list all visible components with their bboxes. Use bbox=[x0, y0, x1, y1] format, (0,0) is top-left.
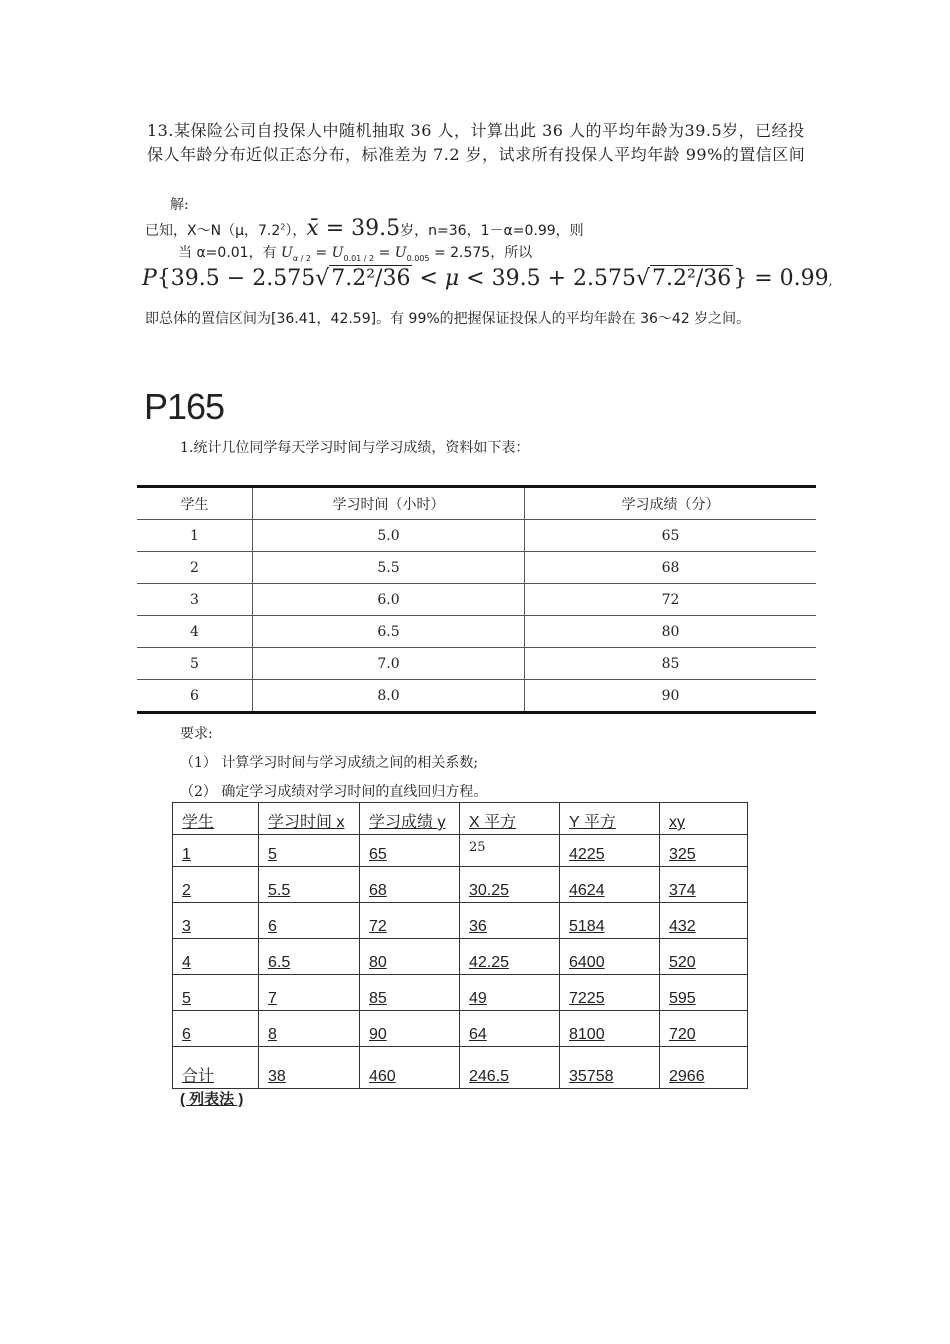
calc-total-cell: 246.5 bbox=[460, 1047, 560, 1089]
calc-cell: 65 bbox=[360, 835, 460, 867]
cell: 5 bbox=[137, 648, 253, 680]
table-row bbox=[137, 616, 816, 648]
calc-total-cell: 合计 bbox=[173, 1047, 259, 1089]
calc-row bbox=[173, 975, 748, 1011]
calc-cell: 36 bbox=[460, 903, 560, 939]
calc-cell: 374 bbox=[660, 867, 748, 903]
calc-cell: 4225 bbox=[560, 835, 660, 867]
calc-total-cell: 38 bbox=[259, 1047, 360, 1089]
prob-comma: , bbox=[828, 274, 833, 288]
prob-left: {39.5 − 2.575 bbox=[156, 266, 316, 291]
given-prefix: 已知，X～N（μ，7.2 bbox=[145, 223, 281, 239]
given-mid: ）， bbox=[285, 223, 307, 239]
prob-mu: μ bbox=[444, 266, 460, 291]
alpha-prefix: 当 α=0.01，有 bbox=[178, 245, 282, 261]
prob-right: < 39.5 + 2.575 bbox=[459, 266, 636, 291]
prob-root-1: 7.2²/36 bbox=[331, 266, 411, 291]
prob-p: P bbox=[142, 266, 157, 291]
calc-cell: 5 bbox=[259, 835, 360, 867]
calc-cell: 4 bbox=[173, 939, 259, 975]
calc-row bbox=[173, 903, 748, 939]
given-line bbox=[145, 216, 584, 241]
calc-cell: 72 bbox=[360, 903, 460, 939]
sqrt-sign-1: √ bbox=[315, 266, 330, 291]
table-row bbox=[137, 648, 816, 680]
given-suffix: 岁，n=36，1－α=0.99，则 bbox=[400, 223, 584, 239]
requirement-2: （2） 确定学习成绩对学习时间的直线回归方程。 bbox=[180, 784, 488, 800]
alpha-suffix: = 2.575，所以 bbox=[429, 245, 533, 261]
probability-formula bbox=[142, 266, 832, 291]
calc-cell: 30.25 bbox=[460, 867, 560, 903]
calc-cell: 85 bbox=[360, 975, 460, 1011]
calc-total-cell: 2966 bbox=[660, 1047, 748, 1089]
calc-cell: 720 bbox=[660, 1011, 748, 1047]
sqrt-sign-2: √ bbox=[636, 266, 651, 291]
method-note: ( 列表法 ) bbox=[180, 1091, 244, 1108]
u-001: U bbox=[331, 245, 344, 261]
requirements-title: 要求: bbox=[180, 726, 213, 742]
problem-1-intro: 1.统计几位同学每天学习时间与学习成绩，资料如下表： bbox=[180, 440, 530, 456]
prob-lt-1: < bbox=[412, 266, 445, 291]
study-data-table bbox=[137, 485, 816, 714]
header-student: 学生 bbox=[137, 487, 253, 520]
table-row bbox=[137, 680, 816, 713]
calc-total-row bbox=[173, 1047, 748, 1089]
calc-cell: 80 bbox=[360, 939, 460, 975]
section-title: P165 bbox=[144, 386, 225, 427]
cell: 8.0 bbox=[253, 680, 525, 713]
prob-end: } = 0.99 bbox=[733, 266, 829, 291]
cell: 90 bbox=[525, 680, 817, 713]
calc-cell: 25 bbox=[460, 835, 560, 867]
table-header-row bbox=[137, 487, 816, 520]
prob-root-2: 7.2²/36 bbox=[652, 266, 732, 291]
calc-cell: 6.5 bbox=[259, 939, 360, 975]
calc-cell: 5.5 bbox=[259, 867, 360, 903]
requirement-1: （1） 计算学习时间与学习成绩之间的相关系数; bbox=[180, 755, 479, 771]
calc-cell: 1 bbox=[173, 835, 259, 867]
calc-cell: 8100 bbox=[560, 1011, 660, 1047]
calc-cell: 325 bbox=[660, 835, 748, 867]
solution-label: 解: bbox=[170, 197, 189, 213]
calc-header-cell: Y 平方 bbox=[560, 803, 660, 835]
calc-header-cell: 学生 bbox=[173, 803, 259, 835]
alpha-line: 当 α=0.01，有 $U_{\alpha / 2} = U_{0.01 / 2} = U_{0.005} = 2.575$，所以 bbox=[178, 245, 533, 263]
cell: 7.0 bbox=[253, 648, 525, 680]
calc-row bbox=[173, 1011, 748, 1047]
table-row bbox=[137, 520, 816, 552]
calc-cell: 595 bbox=[660, 975, 748, 1011]
calc-cell: 42.25 bbox=[460, 939, 560, 975]
cell: 68 bbox=[525, 552, 817, 584]
u-alpha: U bbox=[281, 245, 293, 261]
calc-cell: 7 bbox=[259, 975, 360, 1011]
header-score: 学习成绩（分） bbox=[525, 487, 817, 520]
calc-cell: 49 bbox=[460, 975, 560, 1011]
cell: 6.5 bbox=[253, 616, 525, 648]
cell: 65 bbox=[525, 520, 817, 552]
table-row bbox=[137, 584, 816, 616]
question-13-text: 13.某保险公司自投保人中随机抽取 36 人，计算出此 36 人的平均年龄为39.5岁，已经投保人年龄分布近似正态分布，标准差为 7.2 岁，试求所有投保人平均年龄 99%的置信区间 bbox=[147, 121, 806, 164]
cell: 72 bbox=[525, 584, 817, 616]
calc-header-row bbox=[173, 803, 748, 835]
calc-header-cell: X 平方 bbox=[460, 803, 560, 835]
cell: 5.5 bbox=[253, 552, 525, 584]
cell: 1 bbox=[137, 520, 253, 552]
calc-cell: 432 bbox=[660, 903, 748, 939]
calc-cell: 4624 bbox=[560, 867, 660, 903]
conclusion-text: 即总体的置信区间为[36.41，42.59]。有 99%的把握保证投保人的平均年龄在 36～42 岁之间。 bbox=[145, 311, 751, 327]
calc-header-cell: 学习成绩 y bbox=[360, 803, 460, 835]
calc-cell: 2 bbox=[173, 867, 259, 903]
calc-total-cell: 35758 bbox=[560, 1047, 660, 1089]
cell: 3 bbox=[137, 584, 253, 616]
calc-row bbox=[173, 867, 748, 903]
calc-cell: 6 bbox=[259, 903, 360, 939]
calc-cell: 7225 bbox=[560, 975, 660, 1011]
table-row bbox=[137, 552, 816, 584]
calc-cell: 6 bbox=[173, 1011, 259, 1047]
header-study-time: 学习时间（小时） bbox=[253, 487, 525, 520]
calc-cell: 3 bbox=[173, 903, 259, 939]
calc-row bbox=[173, 835, 748, 867]
calc-cell: 520 bbox=[660, 939, 748, 975]
calc-header-cell: 学习时间 x bbox=[259, 803, 360, 835]
cell: 85 bbox=[525, 648, 817, 680]
calc-total-cell: 460 bbox=[360, 1047, 460, 1089]
u-001-sub: 0.01 / 2 bbox=[343, 253, 375, 263]
cell: 5.0 bbox=[253, 520, 525, 552]
cell: 6.0 bbox=[253, 584, 525, 616]
calc-row bbox=[173, 939, 748, 975]
calc-cell: 68 bbox=[360, 867, 460, 903]
calc-cell: 64 bbox=[460, 1011, 560, 1047]
given-sup: 2 bbox=[280, 222, 286, 232]
u-0005: U bbox=[394, 245, 407, 261]
cell: 80 bbox=[525, 616, 817, 648]
xbar-symbol: x̄ bbox=[306, 216, 319, 241]
calc-header-cell: xy bbox=[660, 803, 748, 835]
calc-cell: 5184 bbox=[560, 903, 660, 939]
calc-cell: 5 bbox=[173, 975, 259, 1011]
xbar-value: = 39.5 bbox=[318, 216, 401, 241]
u-0005-sub: 0.005 bbox=[406, 253, 430, 263]
cell: 6 bbox=[137, 680, 253, 713]
calc-cell: 6400 bbox=[560, 939, 660, 975]
calculation-table bbox=[172, 802, 748, 1089]
u-alpha-sub: α / 2 bbox=[292, 253, 311, 263]
calc-cell: 8 bbox=[259, 1011, 360, 1047]
cell: 4 bbox=[137, 616, 253, 648]
cell: 2 bbox=[137, 552, 253, 584]
calc-cell: 90 bbox=[360, 1011, 460, 1047]
